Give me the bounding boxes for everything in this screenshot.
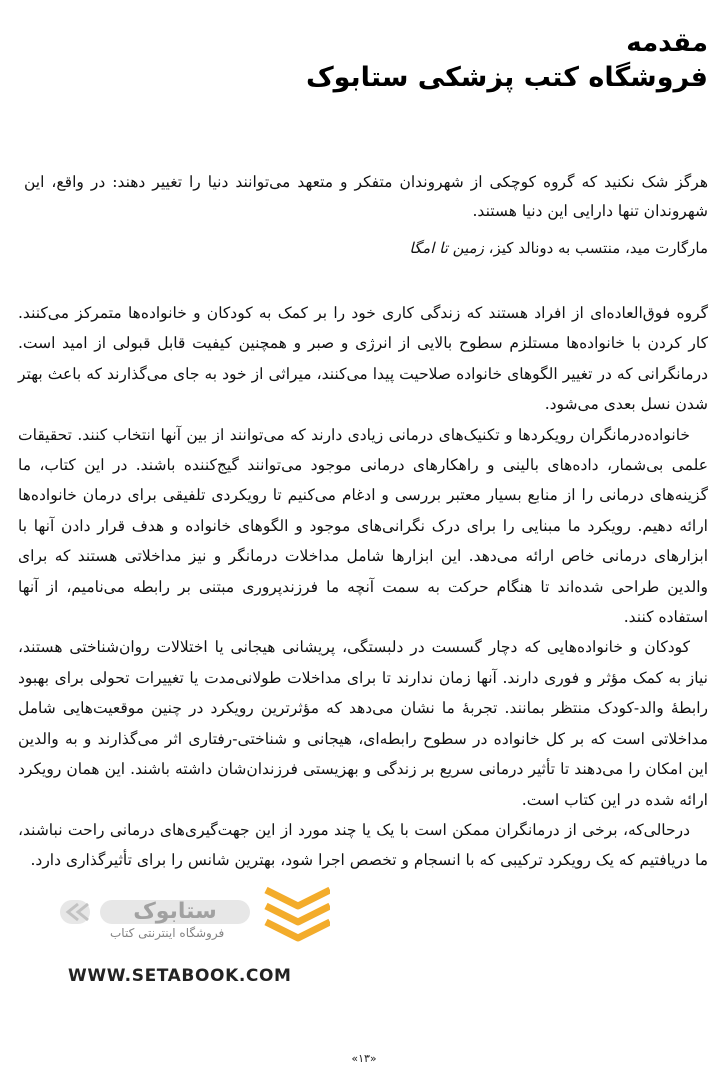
brand-name: ستابوک <box>133 899 217 924</box>
book-store-title: فروشگاه کتب پزشکی ستابوک <box>305 62 708 93</box>
setabook-watermark <box>40 880 330 1000</box>
paragraph: گروه فوق‌العاده‌ای از افراد هستند که زندگی کاری خود را بر کمک به کودکان و خانواده‌ها متمرکز می‌کنند. کار کردن با خانواده‌ها مستلزم سطوح بالایی از انرژی و صبر و همچنین کیفیت قابل قبولی از امید است. درمانگرانی که در تغییر الگوهای خانواده صلاحیت پیدا می‌کنند، میراثی از خود به جای می‌گذارند که باعث بهتر شدن نسل بعدی می‌شود. <box>18 304 708 414</box>
page-header <box>306 26 708 96</box>
chapter-title: مقدمه <box>626 28 708 58</box>
epigraph-attribution <box>24 234 708 262</box>
body-text <box>18 298 708 876</box>
paragraph: خانواده‌درمانگران رویکردها و تکنیک‌های درمانی زیادی دارند که می‌توانند از بین آنها انتخاب کنند. تحقیقات علمی بی‌شمار، داده‌های بالینی و راهکارهای درمانی موجود می‌توانند گیج‌کننده باشند. در این کتاب، ما گزینه‌های درمانی را از منابع بسیار معتبر بررسی و ادغام می‌کنیم تا رویکردی تلفیقی برای درمان خانواده‌ها ارائه دهیم. رویکرد ما مبنایی را برای درک نگرانی‌های موجود و الگوهای خانواده و هدف قرار دادن آنها با ابزارهای درمانی خاص ارائه می‌دهد. این ابزارها شامل مداخلات درمانگر و نیز مداخلاتی هستند که برای والدین طراحی شده‌اند تا هنگام حرکت به سمت آنچه ما فرزندپروری مبتنی بر رابطه می‌نامیم، از آنها استفاده کنند. <box>18 425 708 627</box>
epigraph-quote: هرگز شک نکنید که گروه کوچکی از شهروندان متفکر و متعهد می‌توانند دنیا را تغییر دهند: در واقع، این شهروندان تنها دارایی این دنیا هستند. <box>24 173 708 220</box>
store-tagline: فروشگاه اینترنتی کتاب <box>110 926 225 940</box>
page-number: «۱۳» <box>351 1052 377 1065</box>
website-url: WWW.SETABOOK.COM <box>68 966 292 986</box>
paragraph: کودکان و خانواده‌هایی که دچار گسست در دلبستگی، پریشانی هیجانی یا اختلالات روان‌شناختی هستند، نیاز به کمک مؤثر و فوری دارند. آنها زمان ندارند تا برای مداخلات طولانی‌مدت یا تغییرات تحولی برای بهبود رابطهٔ والد-کودک منتظر بمانند. تجربهٔ ما نشان می‌دهد که مؤثرترین رویکرد در چنین موقعیت‌هایی شامل مداخلاتی است که بر کل خانواده در سطوح رابطه‌ای، هیجانی و شناختی-رفتاری اثر می‌گذارند و به والدین این امکان را می‌دهند تا تأثیر درمانی سریع بر زندگی و بهزیستی فرزندان‌شان داشته باشند. این همان رویکرد ارائه شده در این کتاب است. <box>18 638 708 809</box>
epigraph-source: زمین تا امگا <box>409 239 484 257</box>
paragraph: درحالی‌که، برخی از درمانگران ممکن است با یک یا چند مورد از این جهت‌گیری‌های درمانی راحت نباشند، ما دریافتیم که یک رویکرد ترکیبی که با انسجام و تخصص اجرا شود، بهترین شانس را برای تأثیرگذاری دارد. <box>18 820 708 870</box>
epigraph-author: مارگارت مید، منتسب به دونالد کیز، <box>483 239 708 257</box>
setabook-logo-icon <box>40 880 330 960</box>
